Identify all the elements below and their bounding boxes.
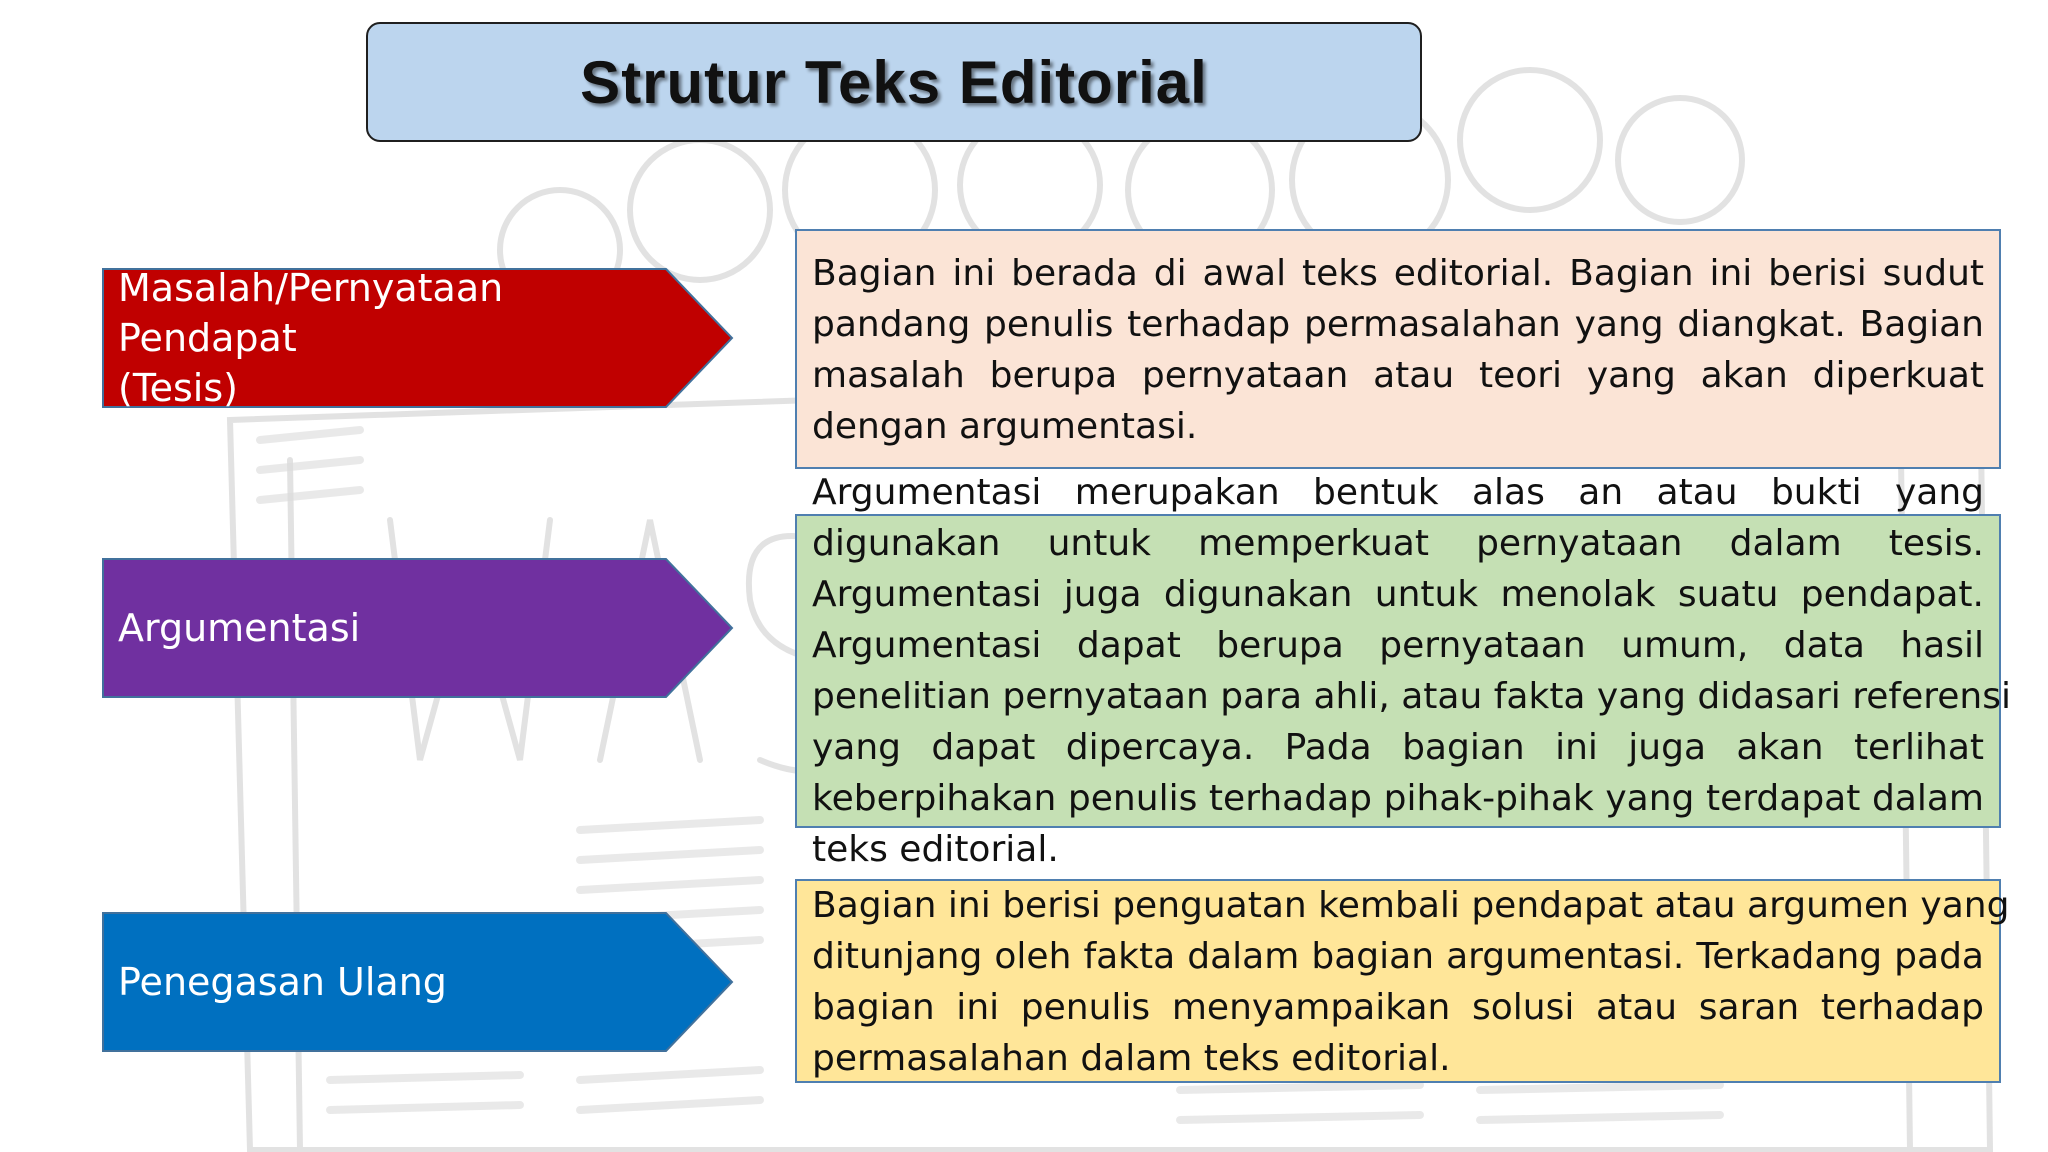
description-line: ditunjang oleh fakta dalam bagian argumentasi. Terkadang pada [812,936,1984,977]
description-line: Argumentasi dapat berupa pernyataan umum, data hasil [812,625,1984,666]
arrow-argumentasi [102,558,734,698]
arrow-label [118,558,658,698]
title-banner [366,22,1422,142]
description-text-tesis [812,248,1984,452]
arrow-label-line: Penegasan Ulang [118,960,447,1004]
description-line: Argumentasi juga digunakan untuk menolak suatu pendapat. [812,574,1984,615]
page-title: Strutur Teks Editorial [580,48,1208,116]
description-line: Argumentasi merupakan bentuk alas an atau bukti yang [812,472,1984,513]
description-line: penelitian pernyataan para ahli, atau fakta yang didasari referensi [812,676,2011,717]
arrow-penegasan-ulang [102,912,734,1052]
description-line: pandang penulis terhadap permasalahan yang diangkat. Bagian [812,304,1984,345]
arrow-label [118,912,658,1052]
description-line: permasalahan dalam teks editorial. [812,1038,1451,1079]
description-text-argumentasi [812,467,2011,875]
description-line: digunakan untuk memperkuat pernyataan dalam tesis. [812,523,1984,564]
description-line: bagian ini penulis menyampaikan solusi atau saran terhadap [812,987,1984,1028]
arrow-label-line: Argumentasi [118,606,361,650]
description-line: keberpihakan penulis terhadap pihak-pihak yang terdapat dalam [812,778,1984,819]
arrow-tesis [102,268,734,408]
arrow-label-line: (Tesis) [118,366,238,410]
arrow-label-line: Masalah/Pernyataan Pendapat [118,266,504,360]
description-line: Bagian ini berada di awal teks editorial. Bagian ini berisi sudut [812,253,1984,294]
description-line: teks editorial. [812,829,1059,870]
description-line: Bagian ini berisi penguatan kembali pendapat atau argumen yang [812,885,2010,926]
description-text-penegasan [812,880,2010,1084]
description-line: dengan argumentasi. [812,406,1198,447]
description-line: masalah berupa pernyataan atau teori yang akan diperkuat [812,355,1984,396]
description-line: yang dapat dipercaya. Pada bagian ini juga akan terlihat [812,727,1984,768]
arrow-label [118,268,658,408]
